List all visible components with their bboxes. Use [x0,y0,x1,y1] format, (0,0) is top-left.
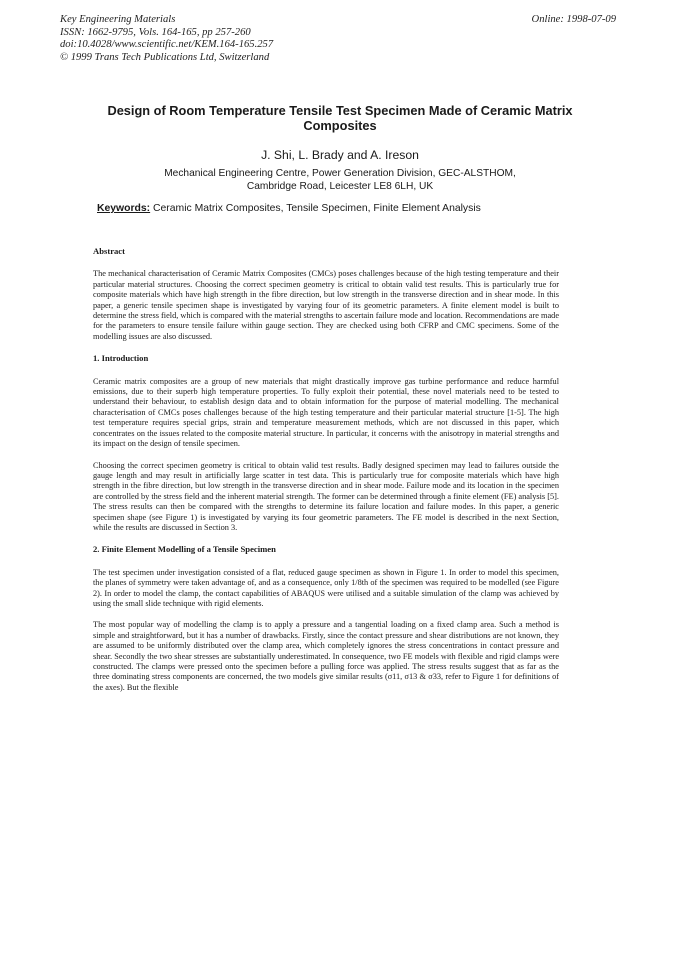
publication-info [60,14,273,64]
copyright-line: © 1999 Trans Tech Publications Ltd, Switzerland [60,51,270,63]
affiliation-line-1: Mechanical Engineering Centre, Power Generation Division, GEC-ALSTHOM, [164,168,516,179]
issn-line: ISSN: 1662-9795, Vols. 164-165, pp 257-260 [60,26,251,38]
keywords-list: Ceramic Matrix Composites, Tensile Specimen, Finite Element Analysis [153,203,481,214]
section-2-paragraph-1: The test specimen under investigation consisted of a flat, reduced gauge specimen as shown in Figure 1. In order to model this specimen, the planes of symmetry were taken advantage of, and as a consequence, only 1/8th of the specimen was required to be modelled (see Figure 2). In order to model the clamp, the contact capabilities of ABAQUS were utilised and a suitable simulation of the clamp was achieved by using the small slide technique with rigid elements. [93,567,559,608]
paper-authors: J. Shi, L. Brady and A. Ireson [261,148,419,162]
introduction-heading: 1. Introduction [93,353,149,364]
keywords [97,203,577,214]
doi-line: doi:10.4028/www.scientific.net/KEM.164-165.257 [60,39,274,50]
affiliation-line-2: Cambridge Road, Leicester LE8 6LH, UK [246,180,434,192]
keywords-label: Keywords: [97,203,151,214]
affiliation [120,168,560,193]
paper-title: Design of Room Temperature Tensile Test Specimen Made of Ceramic Matrix Composites [107,103,573,133]
section-2-heading: 2. Finite Element Modelling of a Tensile Specimen [93,544,276,555]
abstract-text: The mechanical characterisation of Ceramic Matrix Composites (CMCs) poses challenges because of the high testing temperature and their particular material structures. Choosing the correct specimen geometry is critical to obtain valid test results. This is particularly true for composite materials which have high strength in the fibre direction, but low strength in the transverse direction and in shear mode. In this paper, a generic tensile specimen shape is investigated by varying four of its geometric parameters. A finite element model is built to determine the stress field, which is compared with the material strengths to ascertain failure mode and location. Recommendations are made for the parameters to ensure tensile failure within gauge section. They are checked using both CFRP and CMC specimens. Some of the modelling issues are also discussed. [93,269,559,341]
section-2-paragraph-2: The most popular way of modelling the clamp is to apply a pressure and a tangential loading on a fixed clamp area. Such a method is simple and straightforward, but it has a number of drawbacks. Firstly, since the contact pressure and shear distributions are not known, they are assumed to be uniformly distributed over the clamp area, which completely ignores the stress concentrations in contact pressure and shear. Secondly the two shear stresses are substantially underestimated. In consequence, two FE models with flexible and rigid clamps were constructed. The clamps were pressed onto the specimen before a pulling force was applied. The stress results suggest that as far as the three dominating stress components are concerned, the two models give similar results (σ11, σ13 & σ33, refer to Figure 1 for definitions of the axes). But the flexible [93,620,559,692]
paper-body [93,246,559,704]
introduction-paragraph-2: Choosing the correct specimen geometry is critical to obtain valid test results. Badly designed specimen may lead to failures outside the gauge length and may result in artificially large scatter in test data. This is particularly true for composite materials which have high strength in the fibre direction, but low strength in the transverse direction and in shear mode. Failure mode and its location in the specimen are controlled by the stress field and the inherent material strength. The former can be determined through a finite element (FE) analysis [5]. The stress results can then be compared with the strengths to determine its failure location and failure modes. In this paper, a generic specimen shape (see Figure 1) is investigated by varying its four geometric parameters. The FE model is described in the next Section, while the results are discussed in Section 3. [93,460,559,532]
journal-name: Key Engineering Materials [60,14,176,25]
online-date: Online: 1998-07-09 [531,14,616,25]
abstract-heading: Abstract [93,246,125,256]
introduction-paragraph-1: Ceramic matrix composites are a group of new materials that might drastically improve gas turbine performance and reduce harmful emissions, due to their superb high temperature properties. To fully exploit their potential, these novel materials need to be tested to understand their behaviour, to establish design data and to obtain information for the purpose of material modelling. The mechanical characterisation of CMCs poses challenges because of the high testing temperature and their particular material structure [1-5]. The high test temperature requires special grips, strain and temperature measurement methods, which are not discussed in this paper, which concentrates on the issues related to the composite material structure. In particular, it concerns with the anisotropy in material strengths and its impact on the design of tensile specimen. [93,376,559,449]
